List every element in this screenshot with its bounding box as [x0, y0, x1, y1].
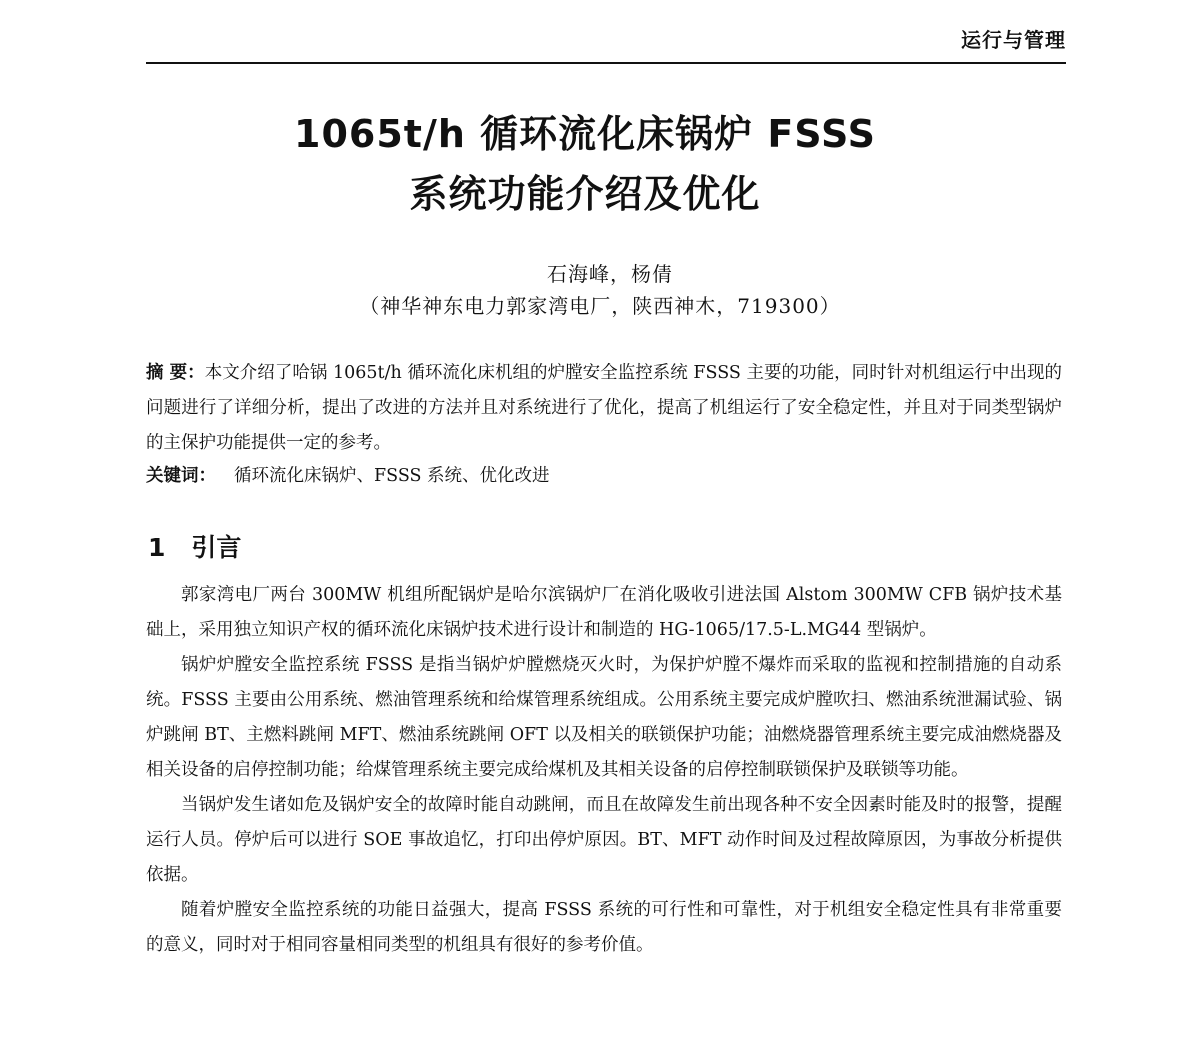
title-line-2: 系统功能介绍及优化 — [409, 172, 761, 216]
section-title: 引言 — [191, 533, 242, 562]
running-header-section: 运行与管理 — [961, 28, 1066, 52]
abstract-label: 摘 要： — [146, 363, 205, 383]
title-line-1: 1065t/h 循环流化床锅炉 FSSS — [294, 112, 876, 156]
abstract-text: 本文介绍了哈锅 1065t/h 循环流化床机组的炉膛安全监控系统 FSSS 主要的功能，同时针对机组运行中出现的问题进行了详细分析，提出了改进的方法并且对系统进行了优化，提高了机组运行了安全稳定性，并且对于同类型锅炉的主保护功能提供一定的参考。 — [146, 363, 1062, 453]
section-heading — [148, 528, 241, 564]
abstract — [146, 356, 1062, 461]
article-title — [0, 104, 1200, 224]
author-names: 石海峰，杨倩 — [547, 262, 673, 286]
body-paragraph: 郭家湾电厂两台 300MW 机组所配锅炉是哈尔滨锅炉厂在消化吸收引进法国 Alstom 300MW CFB 锅炉技术基础上，采用独立知识产权的循环流化床锅炉技术进行设计和制造的 HG-1065/17.5-L.MG44 型锅炉。 — [146, 585, 1062, 640]
body-paragraph: 随着炉膛安全监控系统的功能日益强大，提高 FSSS 系统的可行性和可靠性，对于机组安全稳定性具有非常重要的意义，同时对于相同容量相同类型的机组具有很好的参考价值。 — [146, 900, 1062, 955]
section-body — [146, 578, 1062, 963]
body-paragraph: 锅炉炉膛安全监控系统 FSSS 是指当锅炉炉膛燃烧灭火时，为保护炉膛不爆炸而采取的监视和控制措施的自动系统。FSSS 主要由公用系统、燃油管理系统和给煤管理系统组成。公用系统主要完成炉膛吹扫、燃油系统泄漏试验、锅炉跳闸 BT、主燃料跳闸 MFT、燃油系统跳闸 OFT 以及相关的联锁保护功能；油燃烧器管理系统主要完成油燃烧器及相关设备的启停控制功能；给煤管理系统主要完成给煤机及其相关设备的启停控制联锁保护及联锁等功能。 — [146, 655, 1062, 780]
keywords-text: 循环流化床锅炉、FSSS 系统、优化改进 — [234, 466, 550, 486]
keywords — [146, 461, 550, 491]
header-rule — [146, 62, 1066, 64]
author-block — [0, 258, 1200, 322]
body-paragraph: 当锅炉发生诸如危及锅炉安全的故障时能自动跳闸，而且在故障发生前出现各种不安全因素时能及时的报警，提醒运行人员。停炉后可以进行 SOE 事故追忆，打印出停炉原因。BT、MFT 动作时间及过程故障原因，为事故分析提供依据。 — [146, 795, 1062, 885]
section-number: 1 — [148, 533, 166, 562]
keywords-label: 关键词： — [146, 466, 216, 486]
author-affiliation: （神华神东电力郭家湾电厂，陕西神木，719300） — [359, 294, 841, 318]
